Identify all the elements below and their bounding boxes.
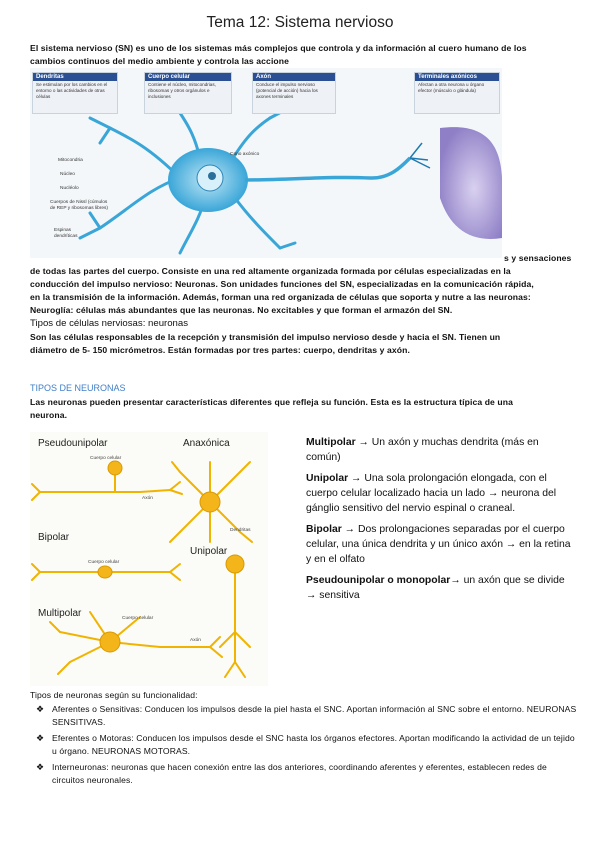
desc-pseudounipolar-term: Pseudounipolar o monopolar — [306, 575, 451, 586]
types-intro — [30, 396, 580, 422]
type-bipolar: Bipolar — [38, 532, 70, 543]
multi-cuerpo-label: Cuerpo celular — [122, 616, 154, 621]
type-multipolar: Multipolar — [38, 608, 82, 619]
bullet-icon: ❖ — [36, 733, 45, 743]
desc-unipolar — [306, 471, 574, 516]
subtitle-cells: Tipos de células nerviosas: neuronas — [30, 318, 189, 329]
label-cuerpo-celular — [144, 72, 232, 114]
func-item-aferentes — [34, 703, 580, 729]
label-axon-text: Conduce el impulso nervioso (potencial de acción) hacia los axones terminales — [256, 82, 318, 99]
type-unipolar: Unipolar — [190, 546, 228, 557]
func-list — [34, 703, 580, 790]
cells-line-2: diámetro de 5- 150 micrómetros. Están formadas por tres partes: cuerpo, dendritas y axón. — [30, 345, 410, 355]
cells-paragraph — [30, 331, 580, 357]
label-terminales-text: Afectan a otra neurona u órgano efector (músculo o glándula) — [418, 82, 485, 93]
intro-line-2: cambios continuos del medio ambiente y controla las accione — [30, 56, 290, 66]
desc-pseudounipolar — [306, 573, 574, 603]
func-heading: Tipos de neuronas según su funcionalidad: — [30, 690, 198, 700]
neuron-types-figure — [30, 432, 268, 686]
label-cono-axonico: Cono axónico — [230, 152, 260, 157]
label-nucleolo: Nucléolo — [60, 186, 79, 191]
neuron-structure-figure — [30, 68, 502, 258]
func-item-aferentes-text: Aferentes o Sensitivas: Conducen los impulsos desde la piel hasta el SNC. Aportan información al SNC sobre el entorno. NEURONAS SENSITIVAS. — [52, 704, 577, 727]
func-item-interneuronas-text: Interneuronas: neuronas que hacen conexión entre las dos anteriores, coordinando aferentes y eferentes, establecen redes de circuitos neuronales. — [52, 762, 547, 785]
sn-line-2: conducción del impulso nervioso: Neuronas. Son unidades funciones del SN, especializadas en la comunicación rápida, — [30, 279, 534, 289]
label-terminales-head: Terminales axónicos — [415, 73, 499, 81]
sn-line-1: de todas las partes del cuerpo. Consiste en una red altamente organizada formada por células especializadas en la — [30, 266, 511, 276]
cells-line-1: Son las células responsables de la recepción y transmisión del impulso nervioso desde y hacia el SN. Tienen un — [30, 332, 501, 342]
types-intro-line-2: neurona. — [30, 410, 68, 420]
sn-paragraph — [30, 265, 580, 317]
desc-bipolar — [306, 522, 574, 567]
desc-bipolar-text: → Dos prolongaciones separadas por el cuerpo celular, una única dendrita y un único axón → en la retina y en el olfato — [306, 524, 571, 565]
label-terminales — [414, 72, 500, 114]
neuron-types-descriptions — [306, 435, 574, 603]
func-item-eferentes — [34, 732, 580, 758]
label-nucleo: Núcleo — [60, 172, 75, 177]
bipolar-cuerpo-label: Cuerpo celular — [88, 560, 120, 565]
label-mitocondria: Mitocondria — [58, 158, 83, 163]
label-espinas: Espinas dendríticas — [54, 228, 78, 239]
label-axon — [252, 72, 336, 114]
label-cuerpo-head: Cuerpo celular — [145, 73, 231, 81]
label-cuerpos-nissl: Cuerpos de Nissl (cúmulos de REP y ribosomas libres) — [50, 200, 109, 211]
desc-multipolar — [306, 435, 574, 465]
type-anaxonica: Anaxónica — [183, 438, 230, 449]
anax-dendritas-label: Dendritas — [230, 528, 251, 533]
types-intro-line-1: Las neuronas pueden presentar características diferentes que refleja su función. Esta es la estructura típica de una — [30, 397, 513, 407]
type-pseudounipolar: Pseudounipolar — [38, 438, 108, 449]
section-heading: TIPOS DE NEURONAS — [30, 383, 126, 393]
pseudo-axon-label: Axón — [142, 496, 153, 501]
bullet-icon: ❖ — [36, 762, 45, 772]
label-cuerpo-text: Contiene el núcleo, mitocondrias, ribosomas y otros orgánulos e inclusiones — [148, 82, 216, 99]
intro-text — [30, 42, 575, 68]
desc-unipolar-term: Unipolar — [306, 473, 349, 484]
multi-axon-label: Axón — [190, 638, 201, 643]
intro-tail: s y sensaciones — [504, 253, 572, 263]
func-item-interneuronas — [34, 761, 580, 787]
sn-line-4: Neuroglía: células más abundantes que las neuronas. No excitables y que forman el armazón del SN. — [30, 305, 453, 315]
label-axon-head: Axón — [253, 73, 335, 81]
page-title: Tema 12: Sistema nervioso — [206, 14, 394, 31]
desc-multipolar-term: Multipolar — [306, 437, 356, 448]
desc-multipolar-text: → Un axón y muchas dendrita (más en común) — [306, 437, 539, 463]
label-dendritas — [32, 72, 118, 114]
func-item-eferentes-text: Eferentes o Motoras: Conducen los impulsos desde el SNC hasta los órganos efectores. Aportan modificando la actividad de un tejido u órgano. NEURONAS MOTORAS. — [52, 733, 575, 756]
label-dendritas-text: Se estimulan por los cambios en el entorno o las actividades de otras células — [36, 82, 108, 99]
desc-bipolar-term: Bipolar — [306, 524, 342, 535]
bullet-icon: ❖ — [36, 704, 45, 714]
neuron-types-diagram — [30, 432, 268, 686]
intro-line-1: El sistema nervioso (SN) es uno de los sistemas más complejos que controla y da información al cuero humano de los — [30, 43, 527, 53]
sn-line-3: en la transmisión de la información. Además, forman una red organizada de células que soporta y nutre a las neuronas: — [30, 292, 531, 302]
pseudo-cuerpo-label: Cuerpo celular — [90, 456, 122, 461]
desc-pseudounipolar-text: → un axón que se divide → sensitiva — [306, 575, 565, 601]
desc-unipolar-text: → Una sola prolongación elongada, con el cuerpo celular localizado hacia un lado → neurona del gánglio sensitivo del nervio espinal o craneal. — [306, 473, 557, 514]
label-dendritas-head: Dendritas — [33, 73, 117, 81]
